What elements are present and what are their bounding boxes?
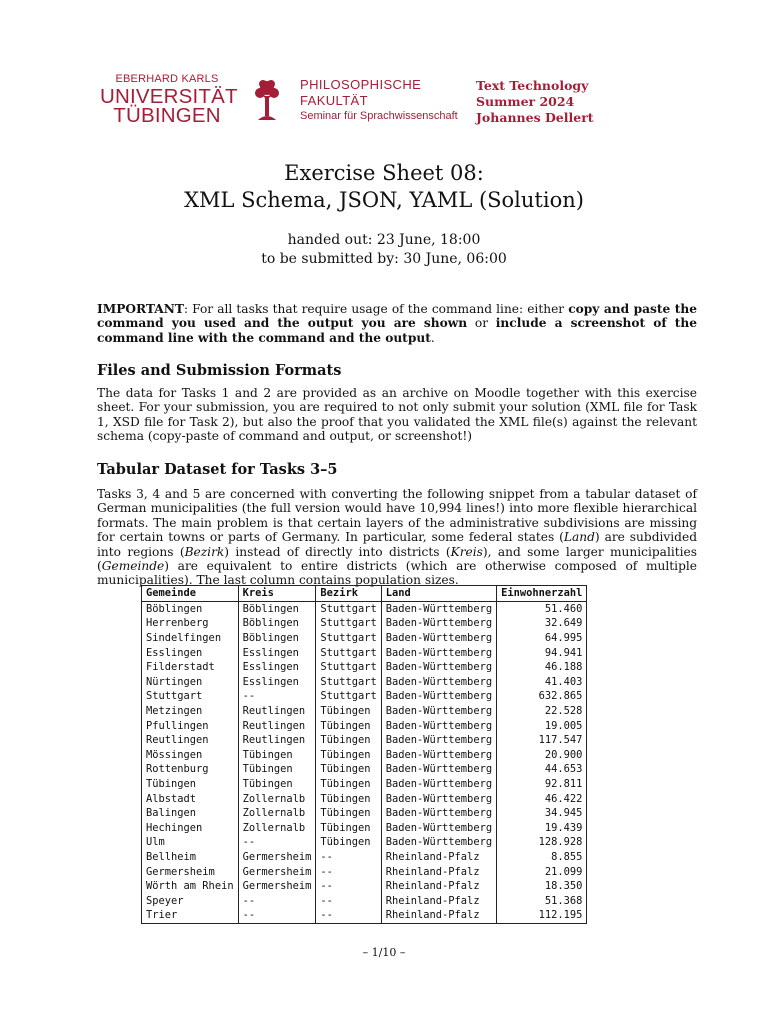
cell-kreis: Reutlingen	[238, 733, 316, 748]
cell-einwohnerzahl: 632.865	[497, 689, 587, 704]
cell-einwohnerzahl: 51.368	[497, 893, 587, 908]
cell-bezirk: --	[316, 879, 381, 894]
municipality-table-wrapper	[141, 585, 587, 924]
cell-einwohnerzahl: 32.649	[497, 616, 587, 631]
cell-kreis: --	[238, 689, 316, 704]
cell-land: Baden-Württemberg	[381, 821, 496, 836]
cell-kreis: Esslingen	[238, 645, 316, 660]
files-paragraph: The data for Tasks 1 and 2 are provided as an archive on Moodle together with this exercise sheet. For your submission, you are required to not only submit your solution (XML file for Task 1, XSD file for Task 2), but also the proof that you validated the XML file(s) against the relevant schema (copy-paste of command and output, or screenshot!)	[97, 386, 697, 444]
tabular-text-4: ), and some larger municipalities (	[97, 544, 697, 574]
important-text-1: : For all tasks that require usage of the command line: either	[183, 302, 569, 316]
cell-land: Baden-Württemberg	[381, 631, 496, 646]
course-lecturer: Johannes Dellert	[476, 110, 594, 125]
cell-gemeinde: Speyer	[142, 893, 239, 908]
term-bezirk: Bezirk	[184, 544, 225, 559]
cell-einwohnerzahl: 18.350	[497, 879, 587, 894]
cell-kreis: --	[238, 908, 316, 923]
cell-bezirk: Tübingen	[316, 777, 381, 792]
cell-land: Baden-Württemberg	[381, 660, 496, 675]
cell-kreis: Böblingen	[238, 631, 316, 646]
cell-einwohnerzahl: 46.188	[497, 660, 587, 675]
cell-land: Baden-Württemberg	[381, 806, 496, 821]
cell-kreis: Germersheim	[238, 879, 316, 894]
cell-land: Baden-Württemberg	[381, 601, 496, 616]
cell-bezirk: Stuttgart	[316, 616, 381, 631]
table-body	[142, 601, 587, 923]
important-label: IMPORTANT	[97, 302, 184, 316]
term-land: Land	[563, 530, 595, 545]
cell-bezirk: Tübingen	[316, 835, 381, 850]
cell-kreis: Tübingen	[238, 777, 316, 792]
cell-land: Rheinland-Pfalz	[381, 893, 496, 908]
cell-land: Rheinland-Pfalz	[381, 879, 496, 894]
tabular-text-1: Tasks 3, 4 and 5 are concerned with converting the following snippet from a tabular dataset of German municipalities (the full version would have 10,994 lines!) into more flexible hierarchical formats. The main problem is that certain layers of the administrative subdivisions are missing for certain towns or parts of Germany. In particular, some federal states (	[97, 487, 697, 545]
table-row	[142, 806, 587, 821]
table-row	[142, 908, 587, 923]
cell-bezirk: Tübingen	[316, 748, 381, 763]
cell-gemeinde: Trier	[142, 908, 239, 923]
cell-land: Baden-Württemberg	[381, 704, 496, 719]
cell-bezirk: Stuttgart	[316, 645, 381, 660]
cell-einwohnerzahl: 22.528	[497, 704, 587, 719]
cell-land: Rheinland-Pfalz	[381, 908, 496, 923]
cell-bezirk: Stuttgart	[316, 675, 381, 690]
dates	[0, 231, 768, 269]
cell-einwohnerzahl: 19.005	[497, 718, 587, 733]
cell-land: Rheinland-Pfalz	[381, 850, 496, 865]
cell-kreis: Zollernalb	[238, 791, 316, 806]
table-row	[142, 835, 587, 850]
table-row	[142, 762, 587, 777]
cell-einwohnerzahl: 46.422	[497, 791, 587, 806]
cell-land: Baden-Württemberg	[381, 733, 496, 748]
cell-einwohnerzahl: 20.900	[497, 748, 587, 763]
column-header-kreis: Kreis	[238, 586, 316, 602]
cell-bezirk: Tübingen	[316, 704, 381, 719]
table-row	[142, 748, 587, 763]
faculty-line2: FAKULTÄT	[300, 93, 368, 108]
cell-gemeinde: Wörth am Rhein	[142, 879, 239, 894]
important-text-3: .	[430, 330, 435, 345]
faculty-logo	[300, 78, 458, 122]
faculty-line1: PHILOSOPHISCHE	[300, 77, 422, 92]
due-date: to be submitted by: 30 June, 06:00	[261, 251, 507, 267]
cell-gemeinde: Reutlingen	[142, 733, 239, 748]
course-info	[476, 78, 594, 126]
cell-bezirk: Tübingen	[316, 733, 381, 748]
title-line1: Exercise Sheet 08:	[284, 161, 484, 185]
table-row	[142, 791, 587, 806]
cell-einwohnerzahl: 44.653	[497, 762, 587, 777]
cell-gemeinde: Germersheim	[142, 864, 239, 879]
cell-gemeinde: Albstadt	[142, 791, 239, 806]
table-row	[142, 879, 587, 894]
page-number: – 1/10 –	[362, 946, 406, 959]
table-row	[142, 675, 587, 690]
table-row	[142, 777, 587, 792]
cell-gemeinde: Sindelfingen	[142, 631, 239, 646]
municipality-table	[141, 585, 587, 924]
cell-kreis: --	[238, 835, 316, 850]
cell-gemeinde: Stuttgart	[142, 689, 239, 704]
university-logo-line1: EBERHARD KARLS	[115, 73, 219, 85]
cell-kreis: Germersheim	[238, 864, 316, 879]
page-header	[0, 74, 768, 134]
table-row	[142, 704, 587, 719]
column-header-gemeinde: Gemeinde	[142, 586, 239, 602]
cell-kreis: Esslingen	[238, 660, 316, 675]
cell-kreis: Böblingen	[238, 616, 316, 631]
important-text-2: or	[467, 316, 496, 331]
table-row	[142, 733, 587, 748]
cell-gemeinde: Tübingen	[142, 777, 239, 792]
cell-land: Baden-Württemberg	[381, 718, 496, 733]
cell-land: Baden-Württemberg	[381, 645, 496, 660]
tabular-paragraph	[97, 487, 697, 588]
column-header-einwohnerzahl: Einwohnerzahl	[497, 586, 587, 602]
cell-gemeinde: Nürtingen	[142, 675, 239, 690]
column-header-land: Land	[381, 586, 496, 602]
cell-bezirk: Tübingen	[316, 806, 381, 821]
seminar-name: Seminar für Sprachwissenschaft	[300, 110, 458, 122]
cell-einwohnerzahl: 21.099	[497, 864, 587, 879]
cell-einwohnerzahl: 41.403	[497, 675, 587, 690]
table-row	[142, 821, 587, 836]
cell-kreis: Germersheim	[238, 850, 316, 865]
cell-land: Rheinland-Pfalz	[381, 864, 496, 879]
table-row	[142, 850, 587, 865]
cell-kreis: Böblingen	[238, 601, 316, 616]
important-note	[97, 302, 697, 345]
cell-bezirk: --	[316, 893, 381, 908]
cell-kreis: Zollernalb	[238, 821, 316, 836]
cell-einwohnerzahl: 94.941	[497, 645, 587, 660]
table-row	[142, 601, 587, 616]
cell-bezirk: Stuttgart	[316, 631, 381, 646]
table-row	[142, 864, 587, 879]
cell-gemeinde: Filderstadt	[142, 660, 239, 675]
cell-einwohnerzahl: 117.547	[497, 733, 587, 748]
table-row	[142, 689, 587, 704]
cell-bezirk: Stuttgart	[316, 660, 381, 675]
cell-bezirk: --	[316, 864, 381, 879]
cell-land: Baden-Württemberg	[381, 762, 496, 777]
tabular-text-2: ) are subdivided into regions (	[97, 530, 697, 559]
cell-gemeinde: Bellheim	[142, 850, 239, 865]
cell-kreis: --	[238, 893, 316, 908]
files-heading: Files and Submission Formats	[97, 362, 342, 379]
cell-bezirk: --	[316, 850, 381, 865]
important-bold-2: include a screenshot of the command line with the command and the output	[97, 316, 698, 345]
cell-gemeinde: Esslingen	[142, 645, 239, 660]
cell-einwohnerzahl: 64.995	[497, 631, 587, 646]
table-row	[142, 631, 587, 646]
cell-einwohnerzahl: 34.945	[497, 806, 587, 821]
table-row	[142, 893, 587, 908]
cell-gemeinde: Herrenberg	[142, 616, 239, 631]
cell-einwohnerzahl: 19.439	[497, 821, 587, 836]
university-logo-line2: UNIVERSITÄT	[100, 85, 238, 108]
cell-einwohnerzahl: 112.195	[497, 908, 587, 923]
cell-land: Baden-Württemberg	[381, 689, 496, 704]
cell-land: Baden-Württemberg	[381, 777, 496, 792]
cell-gemeinde: Böblingen	[142, 601, 239, 616]
cell-einwohnerzahl: 128.928	[497, 835, 587, 850]
cell-einwohnerzahl: 92.811	[497, 777, 587, 792]
cell-gemeinde: Pfullingen	[142, 718, 239, 733]
cell-land: Baden-Württemberg	[381, 616, 496, 631]
cell-bezirk: Stuttgart	[316, 601, 381, 616]
term-gemeinde: Gemeinde	[101, 559, 165, 574]
cell-kreis: Zollernalb	[238, 806, 316, 821]
table-row	[142, 660, 587, 675]
handed-out-date: handed out: 23 June, 18:00	[287, 232, 481, 248]
cell-kreis: Tübingen	[238, 748, 316, 763]
cell-gemeinde: Balingen	[142, 806, 239, 821]
cell-gemeinde: Mössingen	[142, 748, 239, 763]
title-line2: XML Schema, JSON, YAML (Solution)	[184, 188, 584, 212]
tree-icon	[254, 78, 280, 122]
table-row	[142, 616, 587, 631]
table-row	[142, 718, 587, 733]
cell-gemeinde: Ulm	[142, 835, 239, 850]
tabular-heading: Tabular Dataset for Tasks 3–5	[97, 461, 338, 478]
course-name: Text Technology	[476, 78, 589, 93]
cell-gemeinde: Rottenburg	[142, 762, 239, 777]
cell-land: Baden-Württemberg	[381, 675, 496, 690]
cell-bezirk: Tübingen	[316, 718, 381, 733]
tabular-text-5: ) are equivalent to entire districts (which are otherwise composed of multiple municipalities). The last column contains population sizes.	[97, 559, 697, 588]
university-logo	[100, 73, 238, 127]
cell-kreis: Tübingen	[238, 762, 316, 777]
course-term: Summer 2024	[476, 94, 575, 109]
university-logo-line3: TÜBINGEN	[113, 104, 221, 127]
tabular-text-3: ) instead of directly into districts (	[224, 544, 451, 559]
cell-bezirk: Tübingen	[316, 762, 381, 777]
document-title	[0, 160, 768, 214]
cell-einwohnerzahl: 51.460	[497, 601, 587, 616]
cell-gemeinde: Hechingen	[142, 821, 239, 836]
table-header-row	[142, 586, 587, 602]
table-row	[142, 645, 587, 660]
cell-kreis: Reutlingen	[238, 704, 316, 719]
cell-kreis: Reutlingen	[238, 718, 316, 733]
cell-land: Baden-Württemberg	[381, 791, 496, 806]
column-header-bezirk: Bezirk	[316, 586, 381, 602]
cell-bezirk: Stuttgart	[316, 689, 381, 704]
cell-bezirk: Tübingen	[316, 821, 381, 836]
cell-land: Baden-Württemberg	[381, 748, 496, 763]
important-bold-1: copy and paste the command you used and the output you are shown	[97, 302, 697, 331]
cell-bezirk: --	[316, 908, 381, 923]
cell-gemeinde: Metzingen	[142, 704, 239, 719]
term-kreis: Kreis	[450, 544, 483, 559]
cell-kreis: Esslingen	[238, 675, 316, 690]
cell-land: Baden-Württemberg	[381, 835, 496, 850]
cell-bezirk: Tübingen	[316, 791, 381, 806]
cell-einwohnerzahl: 8.855	[497, 850, 587, 865]
